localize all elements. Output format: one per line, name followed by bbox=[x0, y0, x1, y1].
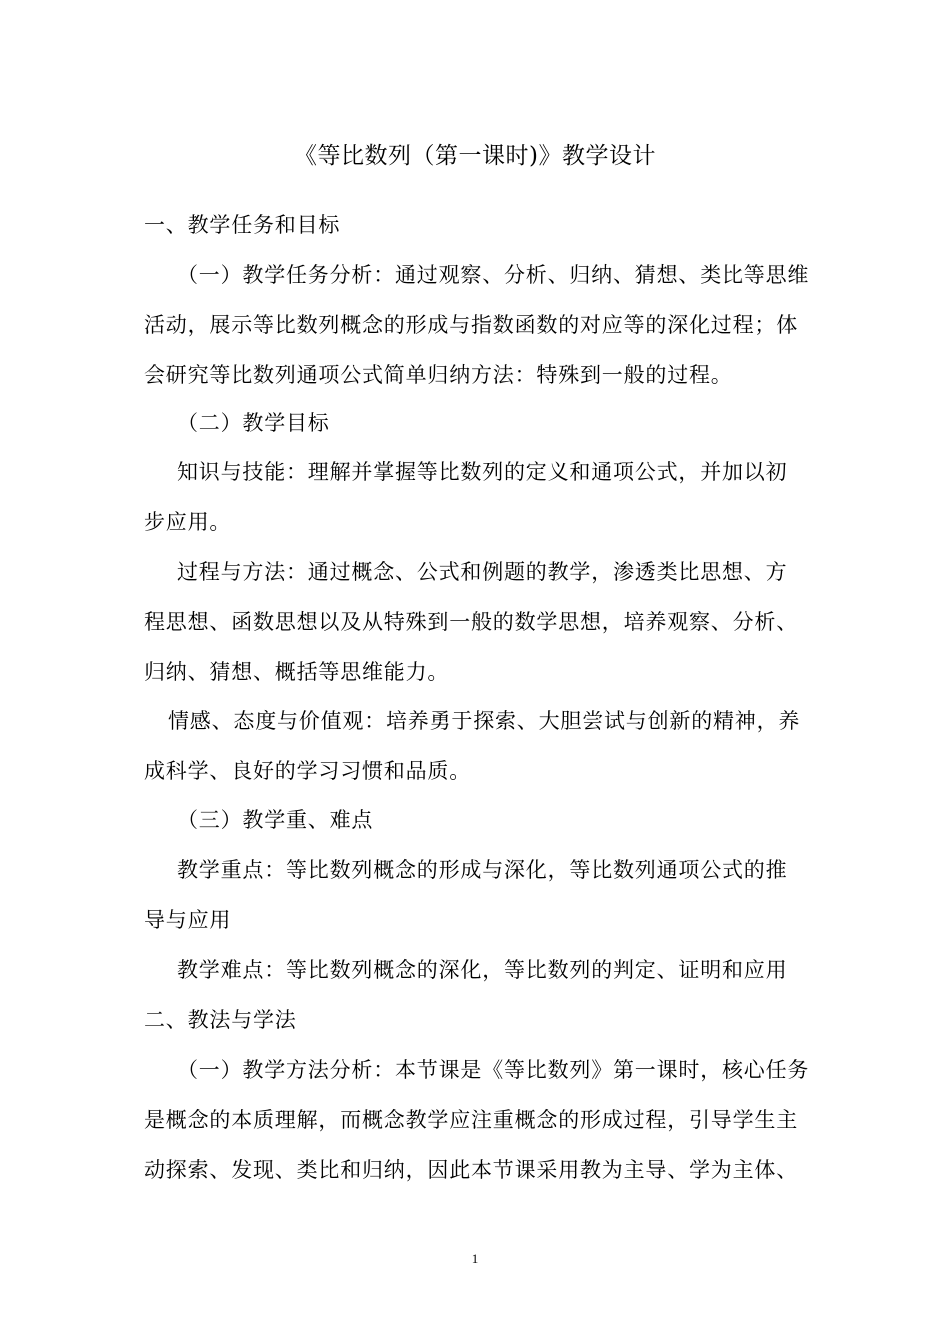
text-line: 是概念的本质理解，而概念教学应注重概念的形成过程，引导学生主 bbox=[144, 1108, 798, 1132]
page-number: 1 bbox=[471, 1251, 479, 1266]
text-line: 二、教法与学法 bbox=[144, 1008, 297, 1032]
text-line: 动探索、发现、类比和归纳，因此本节课采用教为主导、学为主体、 bbox=[144, 1158, 798, 1182]
paragraph-process-methods bbox=[144, 547, 814, 697]
text-line: 归纳、猜想、概括等思维能力。 bbox=[144, 660, 450, 684]
text-line: 过程与方法：通过概念、公式和例题的教学，渗透类比思想、方 bbox=[177, 560, 788, 584]
text-line: （一）教学方法分析：本节课是《等比数列》第一课时，核心任务 bbox=[177, 1058, 810, 1082]
text-line: 一、教学任务和目标 bbox=[144, 213, 341, 237]
text-line: 情感、态度与价值观：培养勇于探索、大胆尝试与创新的精神，养 bbox=[168, 709, 801, 733]
paragraph-method-analysis bbox=[144, 1045, 814, 1195]
text-line: 会研究等比数列通项公式简单归纳方法：特殊到一般的过程。 bbox=[144, 363, 733, 387]
text-line: 步应用。 bbox=[144, 510, 232, 534]
paragraph-task-analysis bbox=[144, 250, 814, 400]
text-line: 导与应用 bbox=[144, 908, 232, 932]
text-line: （一）教学任务分析：通过观察、分析、归纳、猜想、类比等思维 bbox=[177, 263, 810, 287]
section-heading-methods bbox=[144, 995, 814, 1045]
text-line: 程思想、函数思想以及从特殊到一般的数学思想，培养观察、分析、 bbox=[144, 610, 798, 634]
paragraph-knowledge-skills bbox=[144, 447, 814, 547]
subheading-teaching-goals bbox=[144, 398, 814, 448]
document-title: 《等比数列（第一课时)》教学设计 bbox=[294, 143, 656, 169]
paragraph-difficult-point bbox=[144, 945, 814, 995]
text-line: （三）教学重、难点 bbox=[177, 808, 374, 832]
text-line: 活动，展示等比数列概念的形成与指数函数的对应等的深化过程；体 bbox=[144, 313, 798, 337]
text-line: （二）教学目标 bbox=[177, 411, 330, 435]
text-line: 成科学、良好的学习习惯和品质。 bbox=[144, 759, 471, 783]
text-line: 教学难点：等比数列概念的深化，等比数列的判定、证明和应用 bbox=[177, 958, 788, 982]
text-line: 知识与技能：理解并掌握等比数列的定义和通项公式，并加以初 bbox=[177, 460, 788, 484]
text-line: 教学重点：等比数列概念的形成与深化，等比数列通项公式的推 bbox=[177, 858, 788, 882]
paragraph-emotion-values bbox=[144, 696, 814, 796]
subheading-key-difficult-points bbox=[144, 795, 814, 845]
section-heading-tasks-goals bbox=[144, 200, 814, 250]
paragraph-key-point bbox=[144, 845, 814, 945]
